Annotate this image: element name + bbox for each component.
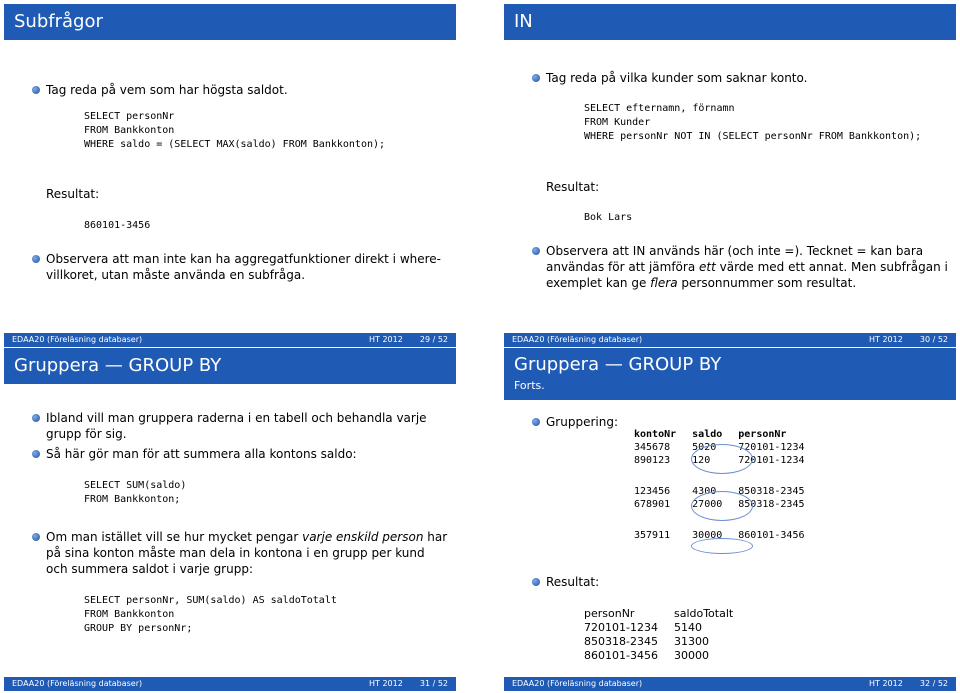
resultat-label: Resultat: <box>46 187 100 201</box>
group-ellipse <box>691 491 753 521</box>
table-cell: 720101-1234 <box>738 455 805 466</box>
slide-group-by-forts <box>504 348 956 691</box>
bullet-item <box>546 70 946 86</box>
footer-term: HT 2012 <box>869 335 903 344</box>
table-row <box>584 635 749 649</box>
slide-group-by <box>4 348 456 691</box>
bullet-icon <box>32 414 40 422</box>
footer-term: HT 2012 <box>369 335 403 344</box>
emphasis-text: flera <box>650 276 678 290</box>
bullet-icon <box>32 86 40 94</box>
footer-course: EDAA20 (Föreläsning databaser) <box>512 679 643 688</box>
table-cell: 850318-2345 <box>584 635 658 648</box>
sql-code: SELECT personNr, SUM(saldo) AS saldoTotalt FROM Bankkonton GROUP BY personNr; <box>84 595 337 634</box>
table-row <box>584 649 749 663</box>
footer-page: 32 / 52 <box>919 679 948 688</box>
sql-code: SELECT SUM(saldo) FROM Bankkonton; <box>84 480 187 505</box>
table-cell: 890123 <box>634 455 671 466</box>
bullet-item <box>46 251 446 283</box>
table-cell: 357911 <box>634 530 671 541</box>
sql-code: SELECT efternamn, förnamn FROM Kunder WHERE personNr NOT IN (SELECT personNr FROM Bankkonton); <box>584 103 922 142</box>
footer-course: EDAA20 (Föreläsning databaser) <box>12 335 143 344</box>
column-header: saldoTotalt <box>673 607 734 620</box>
bullet-icon <box>32 450 40 458</box>
result-table <box>584 607 749 663</box>
column-header: personNr <box>584 607 635 620</box>
result-value: Bok Lars <box>584 212 633 223</box>
footer-page: 30 / 52 <box>919 335 948 344</box>
table-cell: 850318-2345 <box>738 499 805 510</box>
slide-subfragor <box>4 4 456 347</box>
bullet-icon <box>532 74 540 82</box>
table-cell: 345678 <box>634 442 671 453</box>
footer-page: 29 / 52 <box>419 335 448 344</box>
emphasis-text: ett <box>699 260 716 274</box>
bullet-icon <box>32 533 40 541</box>
table-cell: 5020 <box>692 442 717 453</box>
bullet-text: Observera att man inte kan ha aggregatfunktioner direkt i where-villkoret, utan måste använda en subfråga. <box>46 252 442 282</box>
bullet-icon <box>532 418 540 426</box>
slide-footer <box>504 333 956 347</box>
bullet-text: Ibland vill man gruppera raderna i en tabell och behandla varje grupp för sig. <box>46 411 427 441</box>
table-cell: 30000 <box>692 530 723 541</box>
footer-term: HT 2012 <box>869 679 903 688</box>
table-cell: 720101-1234 <box>584 621 658 634</box>
slide-footer <box>504 677 956 691</box>
sql-code: SELECT personNr FROM Bankkonton WHERE saldo = (SELECT MAX(saldo) FROM Bankkonton); <box>84 111 386 150</box>
table-cell: 27000 <box>692 499 723 510</box>
bullet-text: Tag reda på vem som har högsta saldot. <box>46 83 288 97</box>
slide-footer <box>4 677 456 691</box>
bullet-text: har på sina konton måste man dela in kontona i en grupp per kund och summera saldot i varje grupp: <box>46 530 448 576</box>
resultat-label: Resultat: <box>546 180 600 194</box>
bullet-item <box>46 82 446 98</box>
bullet-item <box>546 414 618 430</box>
bullet-text: Tag reda på vilka kunder som saknar konto. <box>546 71 808 85</box>
table-cell: 5140 <box>673 621 702 634</box>
slide-subtitle: Forts. <box>514 379 545 392</box>
bullet-icon <box>32 255 40 263</box>
table-cell: 4300 <box>692 486 717 497</box>
table-header-row <box>626 428 813 441</box>
table-cell: 123456 <box>634 486 671 497</box>
bullet-text: Observera att IN används här (och inte =). Tecknet = kan bara användas för att jämföra <box>546 244 924 274</box>
bullet-item <box>546 574 599 590</box>
slide-title: Subfrågor <box>4 4 456 40</box>
slide-title: IN <box>504 4 956 40</box>
table-cell: 30000 <box>673 649 709 662</box>
bullet-item <box>546 243 950 291</box>
bullet-item <box>46 410 448 442</box>
bullet-text: personnummer som resultat. <box>677 276 857 290</box>
table-cell: 120 <box>692 455 711 466</box>
slide-title-bar <box>504 348 956 400</box>
bullet-text: Gruppering: <box>546 415 618 429</box>
bullet-item <box>46 529 448 577</box>
table-row <box>584 621 749 635</box>
result-value: 860101-3456 <box>84 220 151 231</box>
bullet-text: Resultat: <box>546 575 600 589</box>
slide-title: Gruppera — GROUP BY <box>514 354 722 375</box>
table-header-row <box>584 607 749 621</box>
table-cell: 678901 <box>634 499 671 510</box>
bullet-text: värde med ett annat. Men subfrågan i exemplet kan ge <box>546 260 948 290</box>
bullet-text: Om man istället vill se hur mycket pengar <box>46 530 303 544</box>
footer-course: EDAA20 (Föreläsning databaser) <box>12 679 143 688</box>
column-header: kontoNr <box>634 429 677 440</box>
emphasis-text: varje enskild person <box>302 530 424 544</box>
table-cell: 860101-3456 <box>584 649 658 662</box>
bullet-text: Så här gör man för att summera alla kontons saldo: <box>46 447 357 461</box>
column-header: saldo <box>692 429 723 440</box>
table-cell: 850318-2345 <box>738 486 805 497</box>
slide-title: Gruppera — GROUP BY <box>4 348 456 384</box>
group-ellipse <box>691 538 753 554</box>
footer-course: EDAA20 (Föreläsning databaser) <box>512 335 643 344</box>
group-ellipse <box>691 444 753 474</box>
column-header: personNr <box>738 429 787 440</box>
bullet-icon <box>532 247 540 255</box>
table-cell: 860101-3456 <box>738 530 805 541</box>
footer-term: HT 2012 <box>369 679 403 688</box>
footer-page: 31 / 52 <box>419 679 448 688</box>
table-cell: 31300 <box>673 635 709 648</box>
table-cell: 720101-1234 <box>738 442 805 453</box>
bullet-icon <box>532 578 540 586</box>
slide-footer <box>4 333 456 347</box>
slide-in <box>504 4 956 347</box>
bullet-item <box>46 446 448 462</box>
